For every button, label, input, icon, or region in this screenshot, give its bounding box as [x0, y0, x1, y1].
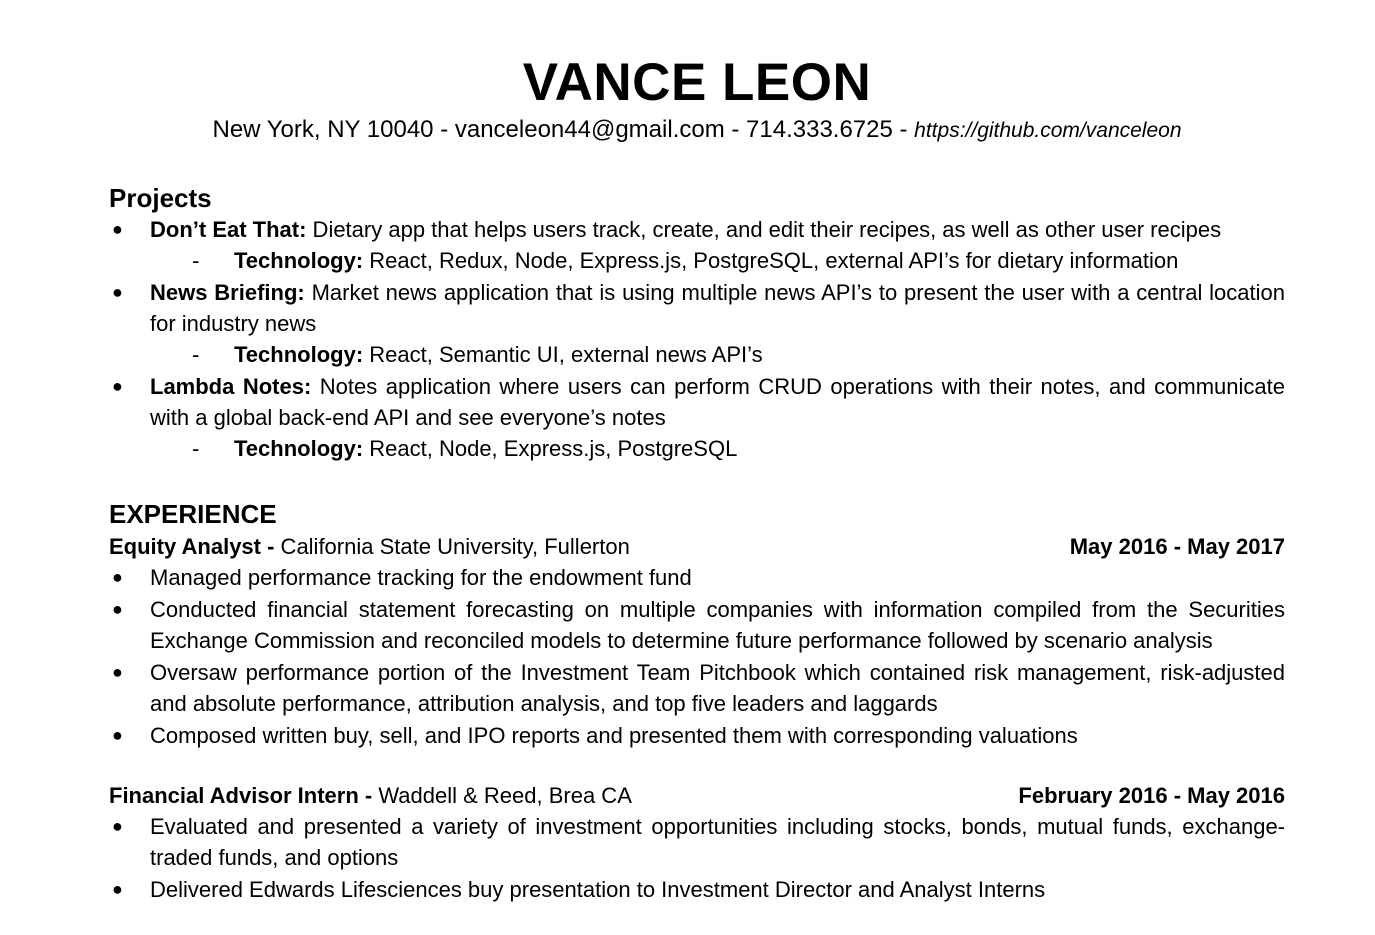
project-technology: [150, 339, 1285, 370]
bullet-icon: ●: [112, 376, 123, 396]
bullet-icon: ●: [112, 219, 123, 239]
duty-item: [109, 562, 1285, 593]
bullet-icon: ●: [112, 662, 123, 682]
project-technology: [150, 245, 1285, 276]
separator: -: [724, 116, 747, 143]
project-name: News Briefing:: [150, 280, 305, 305]
duty-text: Composed written buy, sell, and IPO reports and presented them with corresponding valuations: [150, 723, 1078, 748]
project-description: Market news application that is using multiple news API’s to present the user with a central location for industry news: [150, 280, 1285, 336]
job-organization: Waddell & Reed, Brea CA: [372, 783, 632, 808]
job-duties-list: [109, 562, 1285, 751]
duty-text: Conducted financial statement forecasting on multiple companies with information compiled from the Securities Exchange Commission and reconciled models to determine future performance followed by scenario analysis: [150, 597, 1285, 653]
bullet-icon: ●: [112, 599, 123, 619]
bullet-icon: ●: [112, 879, 123, 899]
bullet-icon: ●: [112, 816, 123, 836]
dash-icon: -: [192, 342, 200, 367]
duty-item: [109, 811, 1285, 873]
job-duties-list: [109, 811, 1285, 905]
technology-label: Technology:: [234, 436, 364, 461]
job-title: [109, 780, 632, 811]
projects-list: [109, 214, 1285, 464]
phone-number: 714.333.6725: [746, 116, 893, 143]
experience-heading: EXPERIENCE: [109, 499, 277, 529]
project-item: [109, 277, 1285, 370]
candidate-name: VANCE LEON: [522, 53, 872, 112]
job-organization: California State University, Fullerton: [274, 534, 630, 559]
separator: -: [892, 116, 915, 143]
github-link[interactable]: https://github.com/vanceleon: [914, 119, 1182, 142]
project-description: Notes application where users can perform CRUD operations with their notes, and communicate with a global back-end API and see everyone’s notes: [150, 374, 1285, 430]
duty-text: Evaluated and presented a variety of investment opportunities including stocks, bonds, mutual funds, exchange-traded funds, and options: [150, 814, 1285, 870]
technology-list: React, Redux, Node, Express.js, PostgreSQL, external API’s for dietary information: [363, 248, 1179, 273]
bullet-icon: ●: [112, 725, 123, 745]
job-role: Equity Analyst -: [109, 534, 275, 559]
project-technology: [150, 433, 1285, 464]
technology-label: Technology:: [234, 248, 364, 273]
project-description: Dietary app that helps users track, create, and edit their recipes, as well as other user recipes: [306, 217, 1222, 242]
email-link[interactable]: vanceleon44@gmail.com: [454, 116, 725, 143]
duty-item: [109, 720, 1285, 751]
bullet-icon: ●: [112, 282, 123, 302]
dash-icon: -: [192, 248, 200, 273]
technology-list: React, Semantic UI, external news API’s: [363, 342, 763, 367]
project-name: Lambda Notes:: [150, 374, 312, 399]
project-name: Don’t Eat That:: [150, 217, 307, 242]
job-header: [109, 531, 1285, 562]
project-item: [109, 371, 1285, 464]
job-dates: May 2016 - May 2017: [1069, 534, 1285, 559]
separator: -: [433, 116, 455, 143]
project-item: [109, 214, 1285, 276]
location: New York, NY 10040: [212, 116, 434, 143]
job-dates: February 2016 - May 2016: [1018, 783, 1285, 808]
technology-label: Technology:: [234, 342, 364, 367]
duty-text: Managed performance tracking for the endowment fund: [150, 565, 692, 590]
dash-icon: -: [192, 436, 200, 461]
duty-text: Oversaw performance portion of the Investment Team Pitchbook which contained risk management, risk-adjusted and absolute performance, attribution analysis, and top five leaders and laggards: [150, 660, 1285, 716]
projects-heading: Projects: [109, 183, 212, 213]
bullet-icon: ●: [112, 567, 123, 587]
contact-line: [109, 115, 1285, 146]
job-role: Financial Advisor Intern -: [109, 783, 373, 808]
duty-item: [109, 594, 1285, 656]
job-header: [109, 780, 1285, 811]
duty-item: [109, 874, 1285, 905]
technology-list: React, Node, Express.js, PostgreSQL: [363, 436, 738, 461]
duty-text: Delivered Edwards Lifesciences buy presentation to Investment Director and Analyst Interns: [150, 877, 1046, 902]
duty-item: [109, 657, 1285, 719]
job-title: [109, 531, 630, 562]
